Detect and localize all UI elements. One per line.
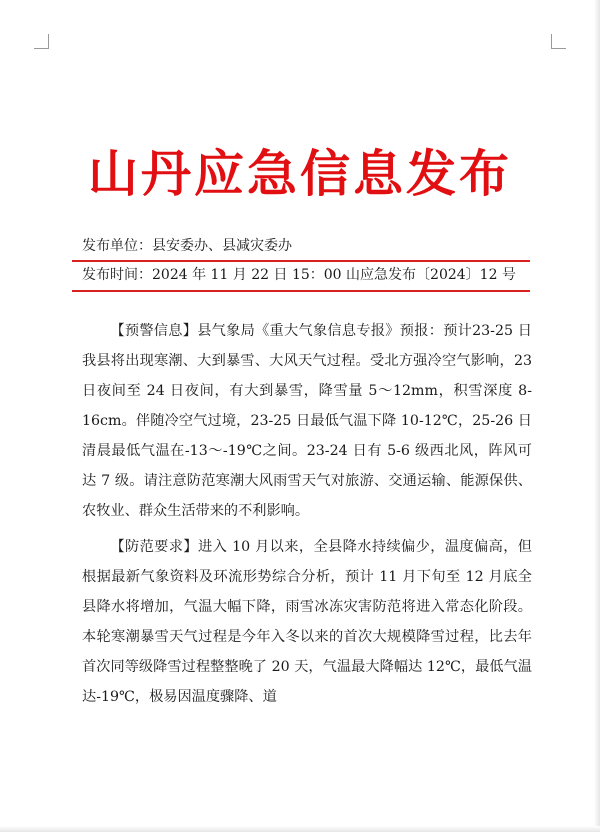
paragraph-text: 进入 10 月以来，全县降水持续偏少，温度偏高，但根据最新气象资料及环流形势综合分析，预计 11 月下旬至 12 月底全县降水将增加，气温大幅下降，雨雪冰冻灾害防范将进入常态化阶段。本轮寒潮暴雪天气过程是今年入冬以来的首次大规模降雪过程，比去年首次同等级降雪过程整整晚了 20 天，气温最大降幅达 12℃，最低气温达-19℃，极易因温度骤降、道 xyxy=(82,539,532,705)
issue-time: 发布时间：2024 年 11 月 22 日 15：00 山应急发布〔2024〕12 号 xyxy=(82,267,516,283)
crop-mark-top-right xyxy=(551,34,566,49)
paragraph-text: 县气象局《重大气象信息专报》预报：预计23-25 日我县将出现寒潮、大到暴雪、大风天气过程。受北方强冷空气影响，23 日夜间至 24 日夜间，有大到暴雪，降雪量 5～12mm，积雪深度 8-16cm。伴随冷空气过境，23-25 日最低气温下降 10-12℃，25-26 日清晨最低气温在-13～-19℃之间。23-24 日有 5-6 级西北风，阵风可达 7 级。请注意防范寒潮大风雨雪天气对旅游、交通运输、能源保供、农牧业、群众生活带来的不利影响。 xyxy=(82,323,532,519)
paragraph-warning xyxy=(82,316,532,526)
page-edge-shadow xyxy=(0,826,600,832)
paragraph-label: 【预警信息】 xyxy=(110,323,198,339)
issuing-unit: 发布单位：县安委办、县减灾委办 xyxy=(82,238,292,254)
red-divider-bottom xyxy=(72,290,530,292)
paragraph-requirements xyxy=(82,532,532,712)
crop-mark-top-left xyxy=(34,34,49,49)
document-body xyxy=(82,316,532,718)
page-edge-shadow xyxy=(594,0,600,832)
masthead-title: 山丹应急信息发布 xyxy=(88,144,512,203)
paragraph-label: 【防范要求】 xyxy=(110,539,198,555)
red-divider-top xyxy=(72,260,530,262)
